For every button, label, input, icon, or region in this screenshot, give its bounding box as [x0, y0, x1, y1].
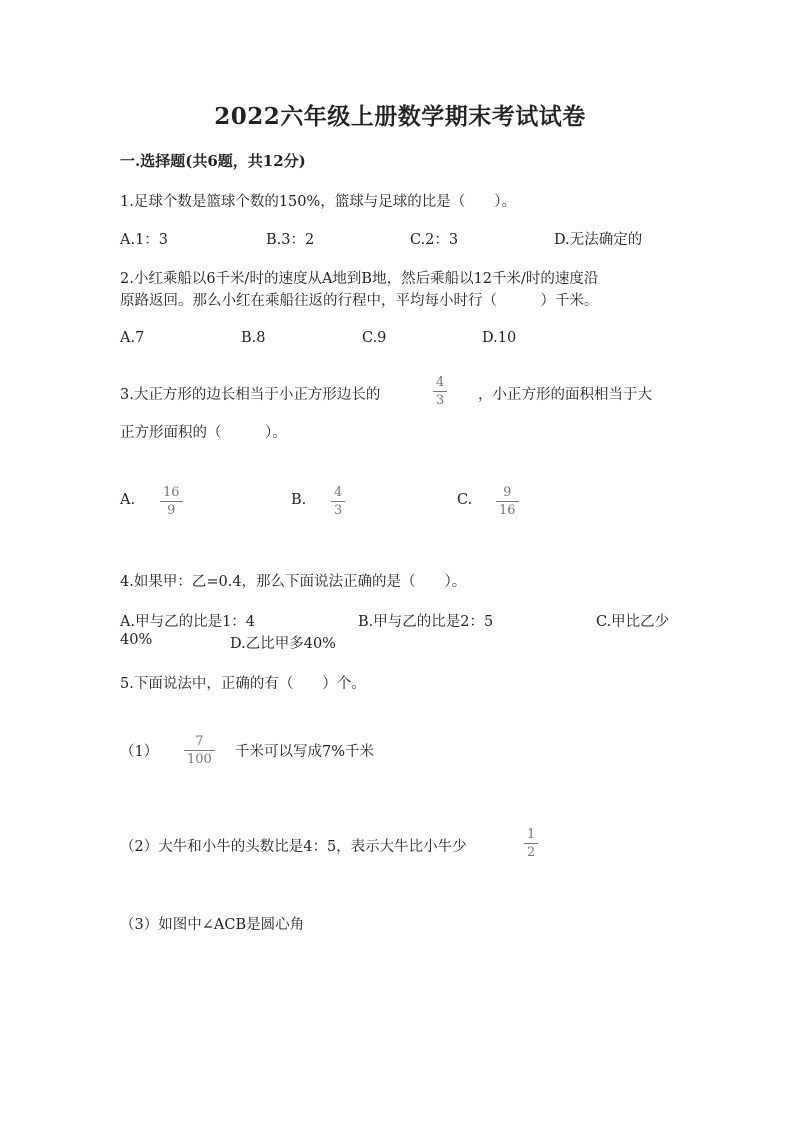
- fraction-numerator: 9: [503, 485, 512, 500]
- question-3-line-2: 正方形面积的（ ）。: [120, 425, 287, 441]
- fraction-denominator: 100: [187, 752, 212, 767]
- q5-statement-1-text: 千米可以写成7%千米: [235, 744, 375, 760]
- q4-option-a: A.甲与乙的比是1：4: [120, 614, 256, 630]
- q2-option-b: B.8: [241, 330, 266, 346]
- q3-option-a-fraction: [160, 486, 183, 517]
- q5-statement-2-text: （2）大牛和小牛的头数比是4：5，表示大牛比小牛少: [120, 839, 467, 855]
- q5-statement-2-fraction: [524, 828, 538, 859]
- q2-option-a: A.7: [120, 330, 145, 346]
- fraction-numerator: 1: [527, 827, 536, 842]
- fraction-denominator: 16: [499, 503, 516, 518]
- q1-option-d: D.无法确定的: [554, 232, 643, 248]
- fraction-denominator: 9: [167, 503, 176, 518]
- fraction-numerator: 4: [334, 485, 343, 500]
- q3-option-b-fraction: [331, 486, 345, 517]
- fraction-numerator: 16: [163, 485, 180, 500]
- q2-option-c: C.9: [362, 330, 387, 346]
- question-4-stem: 4.如果甲：乙=0.4，那么下面说法正确的是（ ）。: [120, 574, 467, 590]
- fraction-numerator: 4: [436, 375, 445, 390]
- question-2-line-2: 原路返回。那么小红在乘船往返的行程中，平均每小时行（ ）千米。: [120, 293, 599, 309]
- q4-option-d: D.乙比甲多40%: [230, 636, 336, 652]
- q1-option-c: C.2：3: [410, 232, 459, 248]
- fraction: [433, 376, 447, 407]
- fraction-numerator: 7: [195, 734, 204, 749]
- fraction-denominator: 3: [334, 503, 343, 518]
- q4-option-c-continued: 40%: [120, 632, 153, 648]
- q1-option-a: A.1：3: [120, 232, 169, 248]
- question-3-stem-part-1: 3.大正方形的边长相当于小正方形边长的: [120, 387, 381, 403]
- section-heading: 一.选择题(共6题，共12分): [120, 152, 306, 170]
- page-title: 2022六年级上册数学期末考试试卷: [214, 103, 586, 130]
- q3-option-c-label: C.: [457, 492, 473, 508]
- fraction-denominator: 3: [436, 393, 445, 408]
- q5-statement-1-label: （1）: [120, 744, 159, 760]
- q2-option-d: D.10: [482, 330, 517, 346]
- q3-option-c-fraction: [496, 486, 519, 517]
- q1-option-b: B.3：2: [266, 232, 315, 248]
- q3-option-b-label: B.: [291, 492, 307, 508]
- fraction-denominator: 2: [527, 845, 536, 860]
- question-2-line-1: 2.小红乘船以6千米/时的速度从A地到B地，然后乘船以12千米/时的速度沿: [120, 271, 599, 287]
- q5-statement-3-text: （3）如图中∠ACB是圆心角: [120, 917, 305, 933]
- q4-option-b: B.甲与乙的比是2：5: [358, 614, 494, 630]
- q5-statement-1-fraction: [184, 735, 215, 766]
- q3-option-a-label: A.: [120, 492, 136, 508]
- question-5-stem: 5.下面说法中，正确的有（ ）个。: [120, 676, 366, 692]
- question-3-stem-part-2: ，小正方形的面积相当于大: [478, 387, 652, 403]
- question-1-stem: 1.足球个数是篮球个数的150%，篮球与足球的比是（ ）。: [120, 194, 517, 210]
- q4-option-c: C.甲比乙少: [596, 614, 670, 630]
